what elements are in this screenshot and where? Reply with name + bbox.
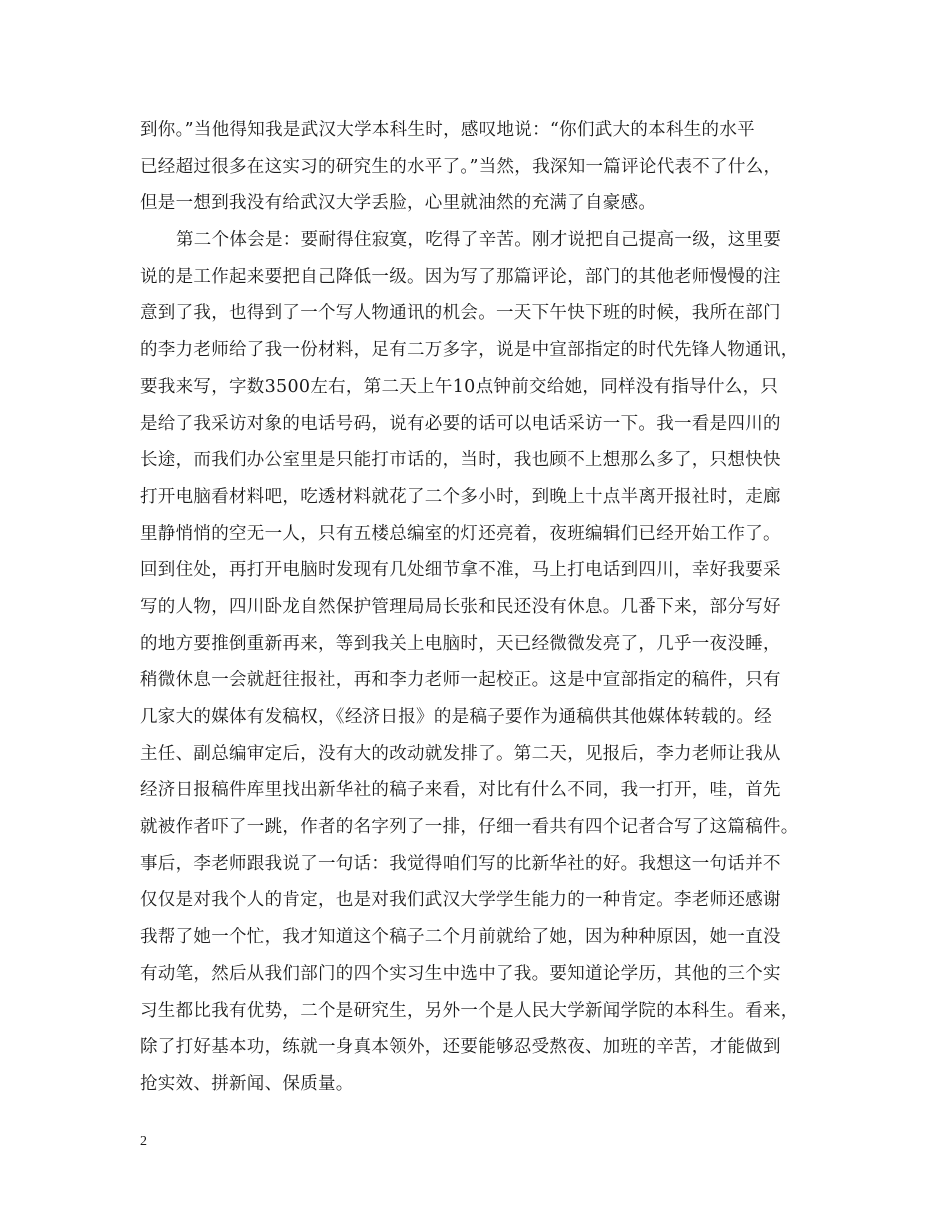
text-line: 意到了我，也得到了一个写人物通讯的机会。一天下午快下班的时候，我所在部门 (140, 303, 781, 324)
text-line: 就被作者吓了一跳，作者的名字列了一排，仔细一看共有四个记者合写了这篇稿件。 (140, 817, 799, 838)
text-line: 习生都比我有优势，二个是研究生，另外一个是人民大学新闻学院的本科生。看来， (140, 1000, 799, 1021)
text-line: 有动笔，然后从我们部门的四个实习生中选中了我。要知道论学历，其他的三个实 (140, 963, 781, 984)
text-line: 里静悄悄的空无一人，只有五楼总编室的灯还亮着，夜班编辑们已经开始工作了。 (140, 523, 781, 544)
text-line: 稍微休息一会就赶往报社，再和李力老师一起校正。这是中宣部指定的稿件，只有 (140, 670, 781, 691)
text-line: 几家大的媒体有发稿权，《经济日报》的是稿子要作为通稿供其他媒体转载的。经 (140, 707, 773, 727)
text-line: 但是一想到我没有给武汉大学丢脸，心里就油然的充满了自豪感。 (140, 193, 657, 214)
text-line: 仅仅是对我个人的肯定，也是对我们武汉大学学生能力的一种肯定。李老师还感谢 (140, 890, 781, 911)
text-line: 长途，而我们办公室里是只能打市话的，当时，我也顾不上想那么多了，只想快快 (140, 450, 781, 471)
page-number: 2 (140, 1134, 147, 1149)
text-line: 打开电脑看材料吧，吃透材料就花了二个多小时，到晚上十点半离开报社时，走廊 (140, 486, 781, 507)
text-line: 我帮了她一个忙，我才知道这个稿子二个月前就给了她，因为种种原因，她一直没 (140, 927, 781, 948)
text-line: 事后，李老师跟我说了一句话：我觉得咱们写的比新华社的好。我想这一句话并不 (140, 853, 781, 874)
text-line: 主任、副总编审定后，没有大的改动就发排了。第二天，见报后，李力老师让我从 (140, 743, 781, 764)
text-line: 经济日报稿件库里找出新华社的稿子来看，对比有什么不同，我一打开，哇，首先 (140, 780, 781, 801)
text-line: 写的人物，四川卧龙自然保护管理局局长张和民还没有休息。几番下来，部分写好 (140, 596, 781, 617)
text-line: 是给了我采访对象的电话号码，说有必要的话可以电话采访一下。我一看是四川的 (140, 413, 781, 434)
text-line: 已经超过很多在这实习的研究生的水平了。”当然，我深知一篇评论代表不了什么， (140, 156, 782, 177)
text-line: 到你。”当他得知我是武汉大学本科生时，感叹地说：“你们武大的本科生的水平 (140, 120, 755, 140)
text-line: 的李力老师给了我一份材料，足有二万多字，说是中宣部指定的时代先锋人物通讯， (140, 340, 799, 361)
paragraph-first-line: 第二个体会是：要耐得住寂寞，吃得了辛苦。刚才说把自己提高一级，这里要 (176, 230, 782, 251)
text-line: 回到住处，再打开电脑时发现有几处细节拿不准，马上打电话到四川，幸好我要采 (140, 560, 781, 581)
body-text (140, 112, 830, 1103)
text-line: 抢实效、拼新闻、保质量。 (140, 1073, 354, 1094)
text-line: 除了打好基本功，练就一身真本领外，还要能够忍受熬夜、加班的辛苦，才能做到 (140, 1037, 781, 1058)
text-line: 要我来写，字数3500左右，第二天上午10点钟前交给她，同样没有指导什么，只 (140, 376, 779, 397)
text-line: 说的是工作起来要把自己降低一级。因为写了那篇评论，部门的其他老师慢慢的注 (140, 266, 781, 287)
text-line: 的地方要推倒重新再来，等到我关上电脑时，天已经微微发亮了，几乎一夜没睡， (140, 633, 781, 654)
